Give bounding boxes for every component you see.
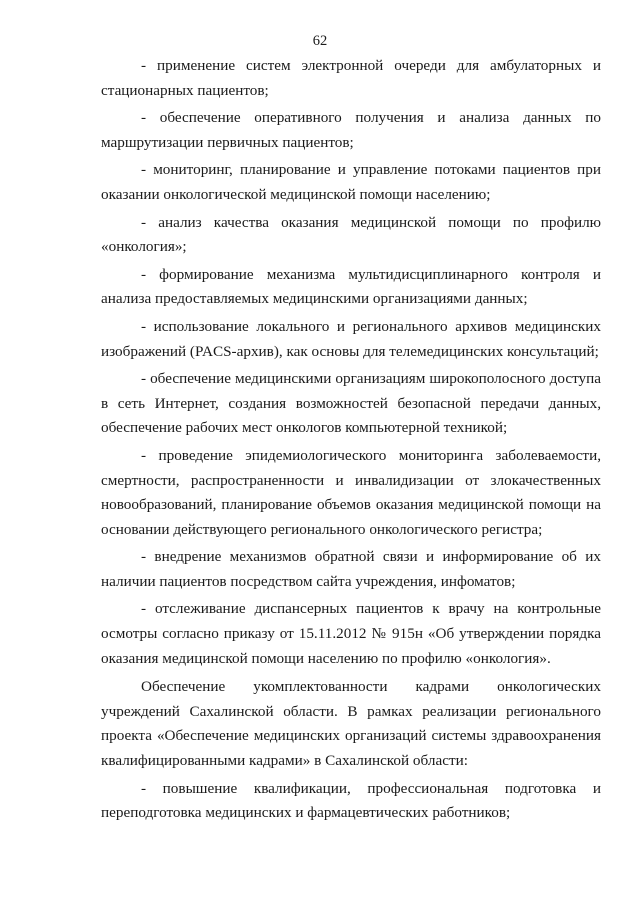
paragraph: - мониторинг, планирование и управление потоками пациентов при оказании онкологической медицинской помощи населению;	[101, 161, 601, 203]
paragraph: - применение систем электронной очереди для амбулаторных и стационарных пациентов;	[101, 57, 601, 99]
paragraph: - обеспечение оперативного получения и анализа данных по маршрутизации первичных пациентов;	[101, 109, 601, 151]
paragraph: - внедрение механизмов обратной связи и информирование об их наличии пациентов посредством сайта учреждения, инфоматов;	[101, 548, 601, 590]
paragraph: - повышение квалификации, профессиональная подготовка и переподготовка медицинских и фармацевтических работников;	[101, 779, 601, 822]
paragraph: - проведение эпидемиологического мониторинга заболеваемости, смертности, распространенности и инвалидизации от злокачественных новообразований, планирование объемов оказания медицинской помощи на основании действующего регионального онкологического регистра;	[101, 446, 601, 538]
page-number: 62	[312, 33, 328, 49]
paragraph: - анализ качества оказания медицинской помощи по профилю «онкология»;	[101, 213, 601, 256]
paragraph: - обеспечение медицинскими организациям широкополосного доступа в сеть Интернет, создания возможностей безопасной передачи данных, обеспечение рабочих мест онкологов компьютерной техникой;	[101, 370, 601, 437]
paragraph: - использование локального и регионального архивов медицинских изображений (PACS-архив), как основы для телемедицинских консультаций;	[101, 317, 601, 360]
paragraph: Обеспечение укомплектованности кадрами онкологических учреждений Сахалинской области. В рамках реализации регионального проекта «Обеспечение медицинских организаций системы здравоохранения квалифицированными кадрами» в Сахалинской области:	[101, 678, 601, 770]
paragraph: - отслеживание диспансерных пациентов к врачу на контрольные осмотры согласно приказу от 15.11.2012 № 915н «Об утверждении порядка оказания медицинской помощи населению по профилю «онкология».	[101, 600, 601, 667]
document-body	[101, 54, 601, 826]
paragraph: - формирование механизма мультидисциплинарного контроля и анализа предоставляемых медицинскими организациями данных;	[101, 265, 601, 308]
